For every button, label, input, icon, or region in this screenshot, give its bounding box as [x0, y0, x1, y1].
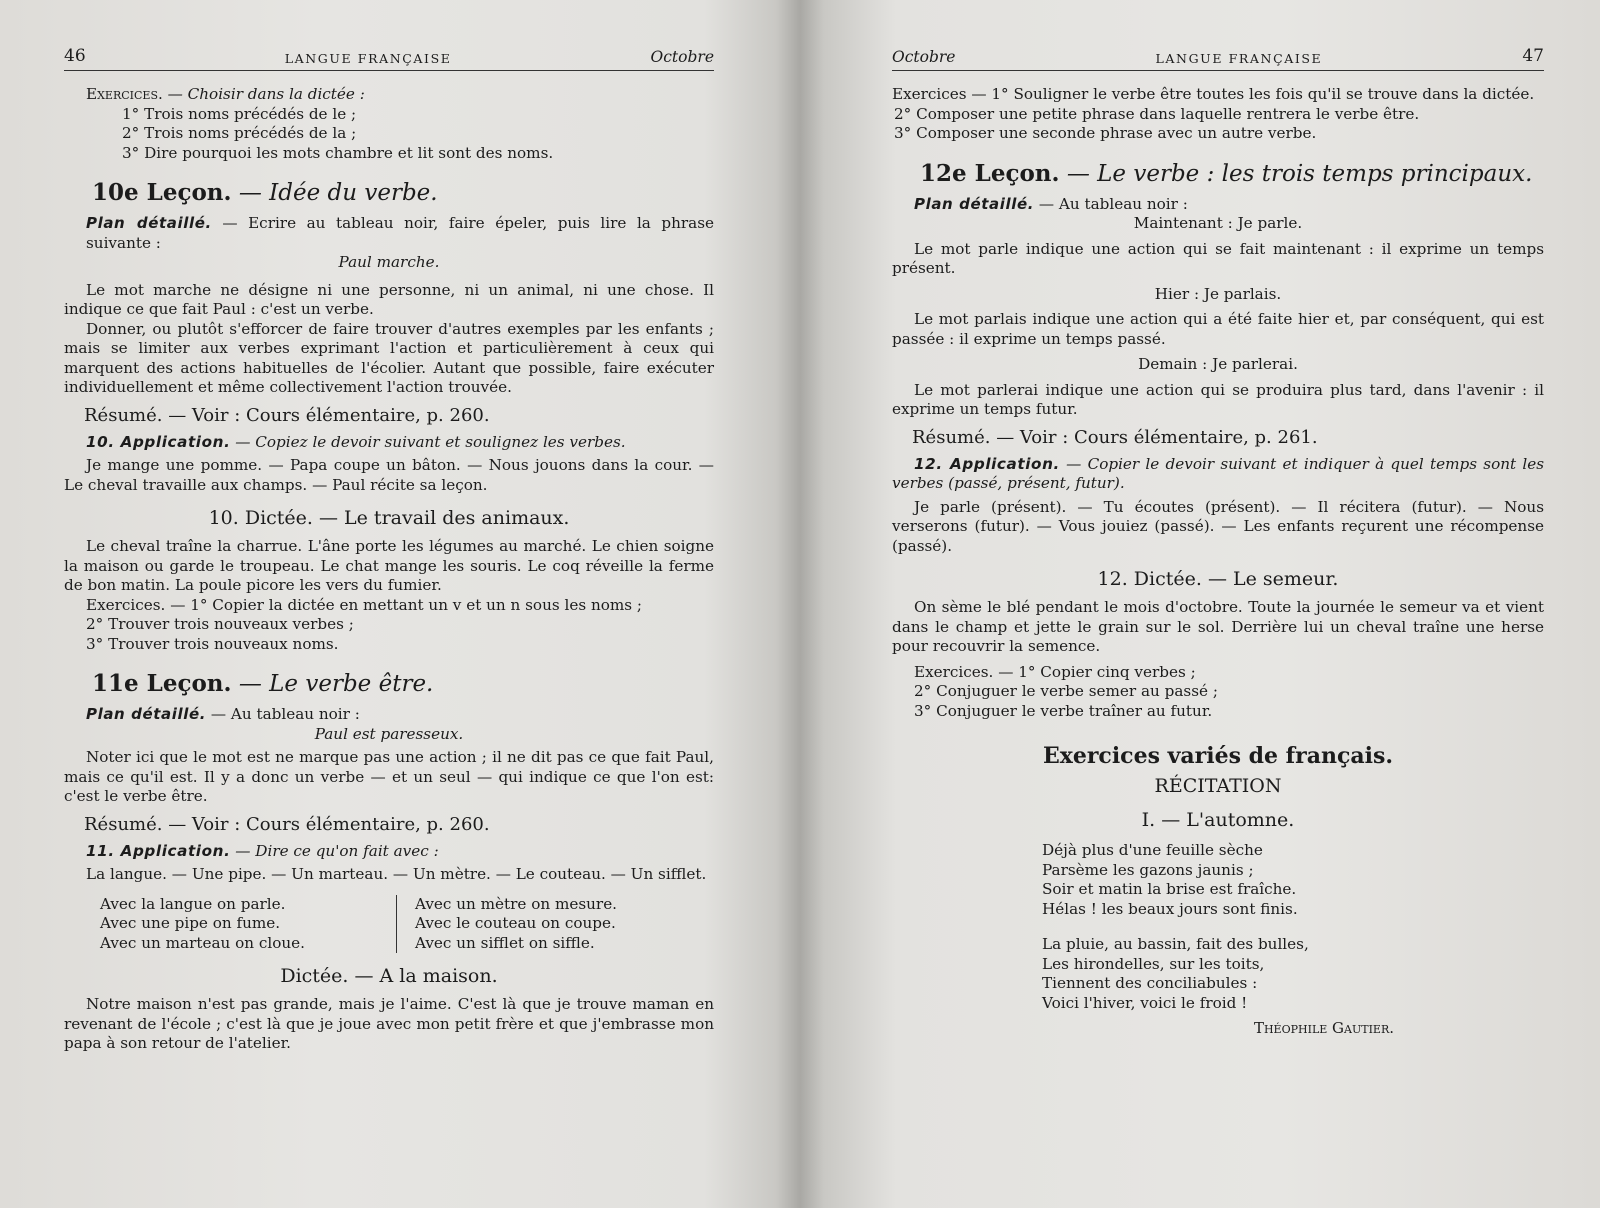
paragraph: Je mange une pomme. — Papa coupe un bâton. — Nous jouons dans la cour. — Le cheval travaille aux champs. — Paul récite sa leçon. — [64, 456, 714, 494]
recitation-heading: RÉCITATION — [1154, 775, 1282, 797]
exercise-line: 2° Trouver trois nouveaux verbes ; — [86, 615, 354, 633]
poem-line: Tiennent des conciliabules : — [1042, 974, 1258, 992]
poem-line: La pluie, au bassin, fait des bulles, — [1042, 935, 1309, 953]
exercise-line: 1° Trois noms précédés de le ; — [122, 104, 357, 123]
poem-line: Déjà plus d'une feuille sèche — [1042, 841, 1263, 859]
poem-line: Hélas ! les beaux jours sont finis. — [1042, 899, 1298, 918]
lesson-11-title: 11e Leçon. — Le verbe être. — [92, 670, 434, 697]
month-label: Octobre — [650, 48, 714, 66]
exercise-line: 2° Conjuguer le verbe semer au passé ; — [914, 682, 1218, 700]
answer-line: Avec un mètre on mesure. — [415, 894, 618, 913]
dictee-text: Notre maison n'est pas grande, mais je l'aime. C'est là que je trouve maman en revenant de l'école ; c'est là que je joue avec mon petit frère et que j'embrasse mon papa à son retour de l'atelier. — [64, 995, 714, 1052]
exercise-line: Exercices. — 1° Copier cinq verbes ; — [914, 662, 1196, 681]
paragraph: La langue. — Une pipe. — Un marteau. — Un mètre. — Le couteau. — Un sifflet. — [86, 865, 707, 883]
paragraph: Le mot parlais indique une action qui a été faite hier et, par conséquent, qui est passée : il exprime un temps passé. — [892, 310, 1544, 348]
answer-column-left — [100, 895, 397, 954]
exercise-line: 2° Trois noms précédés de la ; — [122, 124, 357, 142]
poem-title: I. — L'automne. — [1141, 809, 1295, 831]
answer-line: Avec un sifflet on siffle. — [415, 933, 595, 952]
application-heading: 12. Application. — Copier le devoir suivant et indiquer à quel temps sont les verbes (passé, présent, futur). — [892, 454, 1545, 492]
exercise-line: 2° Composer une petite phrase dans laquelle rentrera le verbe être. — [894, 104, 1420, 123]
application-heading: 10. Application. — Copiez le devoir suivant et soulignez les verbes. — [86, 432, 626, 451]
example-sentence: Paul est paresseux. — [314, 724, 464, 743]
example-sentence: Paul marche. — [338, 253, 440, 271]
answer-columns — [100, 895, 714, 954]
answer-line: Avec la langue on parle. — [100, 894, 286, 913]
header-rule — [892, 70, 1544, 71]
paragraph: Le mot marche ne désigne ni une personne, ni un animal, ni une chose. Il indique ce que fait Paul : c'est un verbe. — [64, 280, 714, 318]
running-title: LANGUE FRANÇAISE — [284, 51, 452, 66]
exercise-line: 3° Conjuguer le verbe traîner au futur. — [914, 701, 1213, 720]
page-header — [64, 40, 714, 66]
poem — [1042, 841, 1544, 1013]
paragraph: Le mot parlerai indique une action qui se produira plus tard, dans l'avenir : il exprime un temps futur. — [892, 380, 1544, 418]
poem-author: Théophile Gautier. — [1253, 1019, 1394, 1037]
answer-column-right — [397, 895, 617, 954]
example-sentence: Hier : Je parlais. — [1154, 284, 1282, 303]
section-title: Exercices variés de français. — [1042, 743, 1394, 769]
poem-line: Voici l'hiver, voici le froid ! — [1042, 993, 1248, 1012]
exercise-line: Exercices. — 1° Copier la dictée en mettant un v et un n sous les noms ; — [86, 595, 643, 614]
resume: Résumé. — Voir : Cours élémentaire, p. 261. — [912, 426, 1318, 448]
dictee-text: Le cheval traîne la charrue. L'âne porte les légumes au marché. Le chien soigne la maison ou garde le troupeau. Le chat mange les souris. Le coq réveille la ferme de bon matin. La poule picore les vers du fumier. — [64, 537, 714, 594]
page-number: 46 — [64, 46, 86, 66]
dictee-text: On sème le blé pendant le mois d'octobre. Toute la journée le semeur va et vient dans le champ et jette le grain sur le sol. Derrière lui un cheval traîne une herse pour recouvrir la semence. — [892, 598, 1544, 655]
dictee-title: 10. Dictée. — Le travail des animaux. — [208, 507, 570, 529]
exercise-line: 3° Trouver trois nouveaux noms. — [86, 634, 339, 653]
dictee-title: Dictée. — A la maison. — [280, 965, 498, 987]
resume: Résumé. — Voir : Cours élémentaire, p. 260. — [84, 813, 490, 835]
paragraph: Noter ici que le mot est ne marque pas une action ; il ne dit pas ce que fait Paul, mais ce qu'il est. Il y a donc un verbe — et un seul — qui indique ce que l'on est: c'est le verbe être. — [64, 748, 714, 805]
exercise-line: 3° Composer une seconde phrase avec un autre verbe. — [894, 124, 1317, 142]
right-page — [800, 0, 1600, 1208]
dictee-title: 12. Dictée. — Le semeur. — [1097, 568, 1339, 590]
example-sentence: Demain : Je parlerai. — [1138, 355, 1298, 373]
answer-line: Avec un marteau on cloue. — [100, 933, 305, 952]
poem-line: Les hirondelles, sur les toits, — [1042, 954, 1265, 973]
example-sentence: Maintenant : Je parle. — [1133, 214, 1303, 232]
page-header — [892, 40, 1544, 66]
paragraph: Le mot parle indique une action qui se fait maintenant : il exprime un temps présent. — [892, 239, 1544, 277]
plan-detaille: Plan détaillé. — Au tableau noir : — [914, 194, 1188, 213]
paragraph: Donner, ou plutôt s'efforcer de faire trouver d'autres exemples par les enfants ; mais se limiter aux verbes exprimant l'action et particulièrement à ceux qui marquent des actions habituelles de l'écolier. Autant que possible, faire exécuter individuellement et même collectivement l'action trouvée. — [64, 319, 714, 396]
answer-line: Avec une pipe on fume. — [100, 914, 281, 932]
plan-detaille: Plan détaillé. — Ecrire au tableau noir, faire épeler, puis lire la phrase suivante : — [86, 214, 715, 252]
lesson-10-title: 10e Leçon. — Idée du verbe. — [92, 179, 438, 206]
answer-line: Avec le couteau on coupe. — [415, 914, 616, 932]
month-label: Octobre — [892, 48, 956, 66]
exercises-heading: Exercices. — Choisir dans la dictée : — [86, 85, 365, 103]
running-title: LANGUE FRANÇAISE — [1155, 51, 1323, 66]
paragraph: Je parle (présent). — Tu écoutes (présent). — Il récitera (futur). — Nous verserons (futur). — Vous jouiez (passé). — Les enfants reçurent une récompense (passé). — [892, 497, 1544, 555]
application-heading: 11. Application. — Dire ce qu'on fait avec : — [86, 841, 439, 860]
exercise-line: 3° Dire pourquoi les mots chambre et lit sont des noms. — [122, 143, 554, 162]
poem-line: Parsème les gazons jaunis ; — [1042, 860, 1254, 879]
resume: Résumé. — Voir : Cours élémentaire, p. 260. — [84, 404, 490, 426]
exercise-line: Exercices — 1° Souligner le verbe être toutes les fois qu'il se trouve dans la dictée. — [892, 85, 1535, 103]
poem-line: Soir et matin la brise est fraîche. — [1042, 880, 1297, 898]
page-number: 47 — [1522, 46, 1544, 66]
plan-detaille: Plan détaillé. — Au tableau noir : — [86, 705, 360, 723]
lesson-12-title: 12e Leçon. — Le verbe : les trois temps principaux. — [920, 159, 1533, 187]
header-rule — [64, 70, 714, 71]
